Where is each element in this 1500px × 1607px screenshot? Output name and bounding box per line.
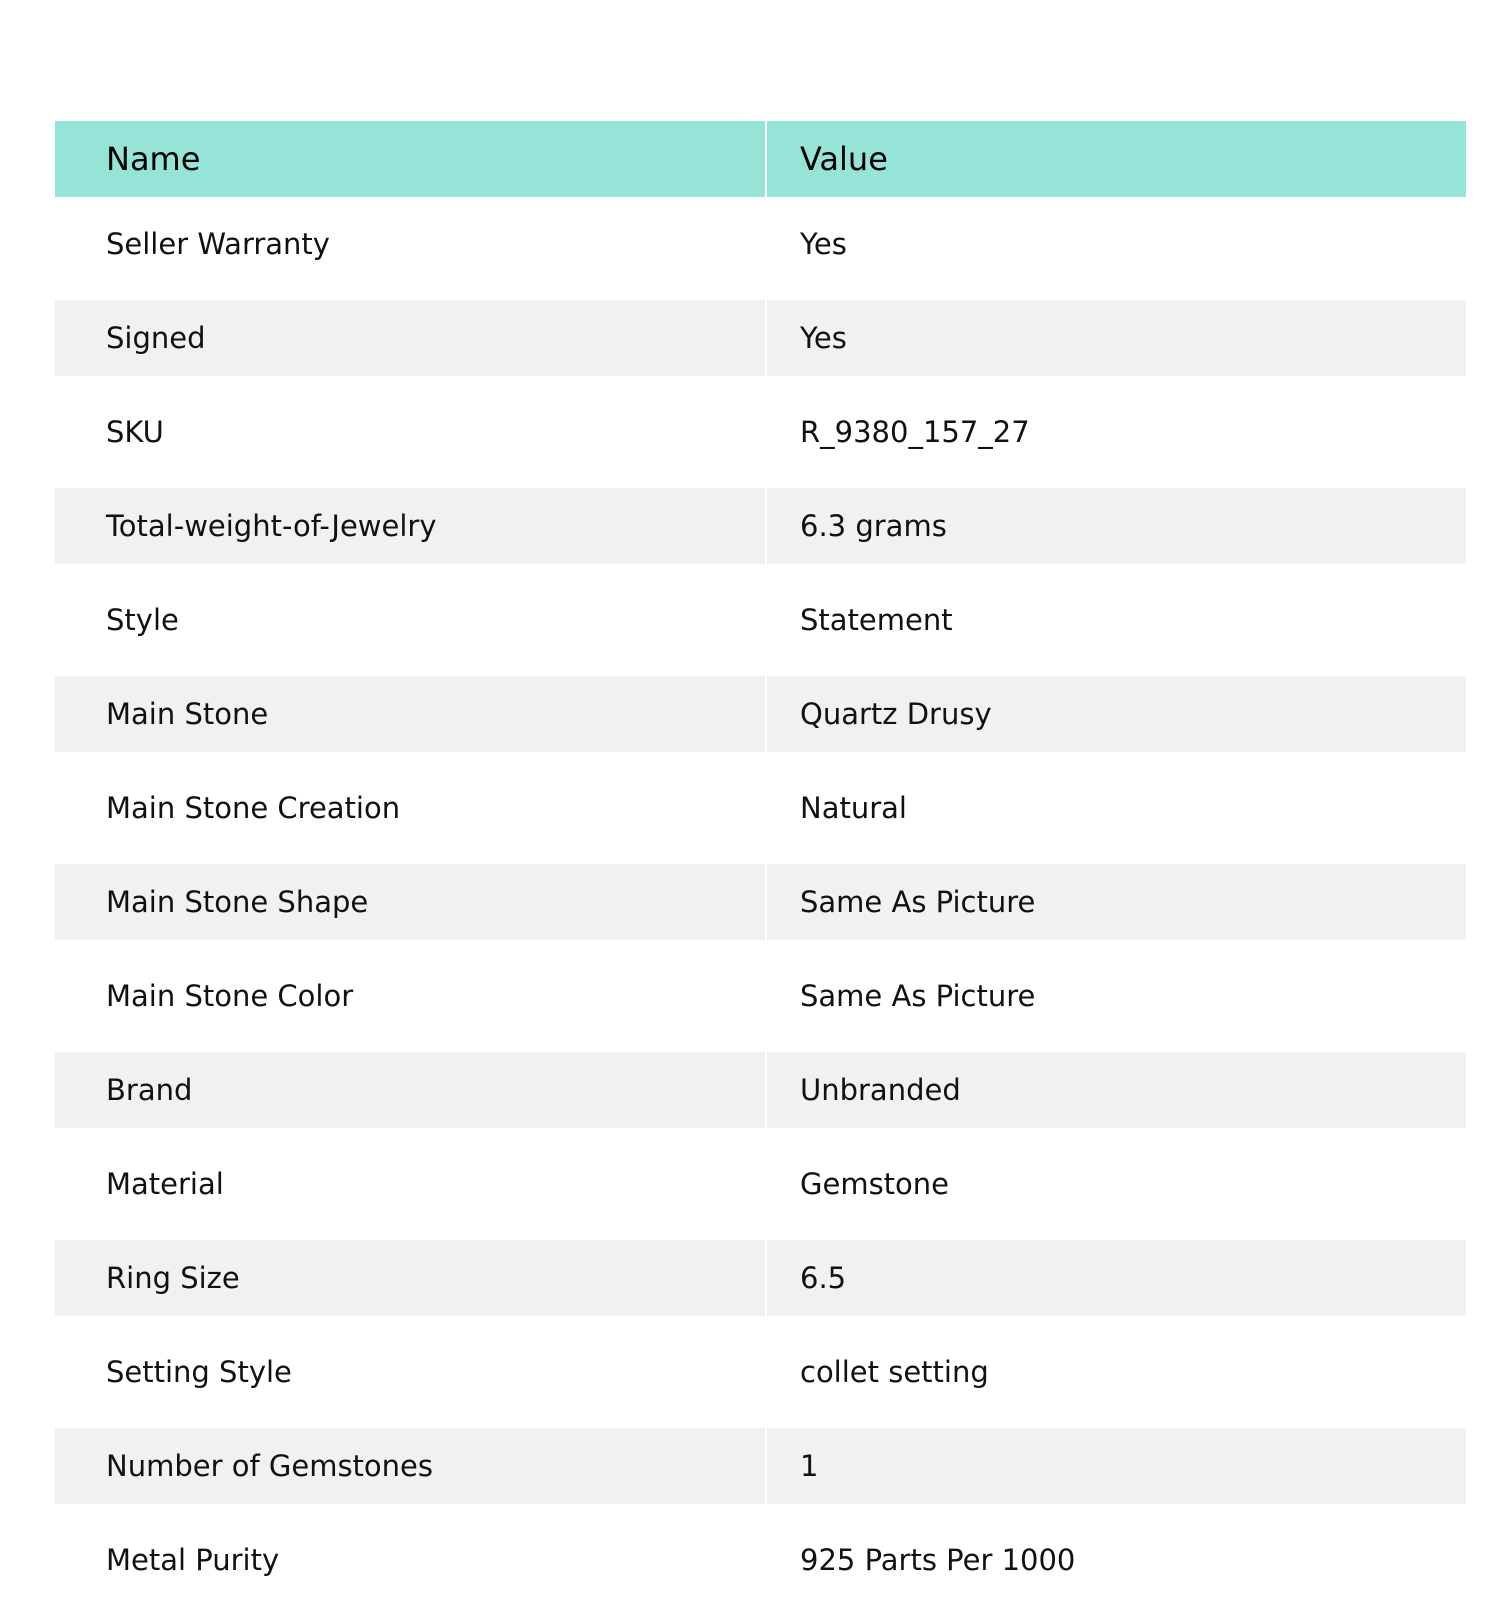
spec-name-cell: Signed xyxy=(55,296,766,381)
header-row xyxy=(55,121,1466,197)
table-row xyxy=(55,860,1466,945)
table-row xyxy=(55,1048,1466,1133)
spec-name-cell: Metal Purity xyxy=(55,1509,766,1607)
table-row xyxy=(55,381,1466,484)
spec-value-cell: 1 xyxy=(766,1424,1466,1509)
name-column-header: Name xyxy=(55,121,766,197)
table-row xyxy=(55,1236,1466,1321)
spec-name-cell: Number of Gemstones xyxy=(55,1424,766,1509)
table-row xyxy=(55,1321,1466,1424)
table-row xyxy=(55,569,1466,672)
table-row xyxy=(55,1133,1466,1236)
spec-name-cell: Style xyxy=(55,569,766,672)
spec-name-cell: Ring Size xyxy=(55,1236,766,1321)
spec-value-cell: 6.5 xyxy=(766,1236,1466,1321)
table-row xyxy=(55,296,1466,381)
table-header xyxy=(55,121,1466,197)
table-row xyxy=(55,484,1466,569)
spec-value-cell: Statement xyxy=(766,569,1466,672)
spec-value-cell: Unbranded xyxy=(766,1048,1466,1133)
spec-name-cell: Main Stone Shape xyxy=(55,860,766,945)
table-row xyxy=(55,1424,1466,1509)
spec-value-cell: collet setting xyxy=(766,1321,1466,1424)
spec-name-cell: Total-weight-of-Jewelry xyxy=(55,484,766,569)
spec-value-cell: Same As Picture xyxy=(766,860,1466,945)
spec-name-cell: Brand xyxy=(55,1048,766,1133)
spec-name-cell: Main Stone xyxy=(55,672,766,757)
spec-value-cell: Natural xyxy=(766,757,1466,860)
table-row xyxy=(55,197,1466,296)
spec-value-cell: 925 Parts Per 1000 xyxy=(766,1509,1466,1607)
spec-value-cell: Quartz Drusy xyxy=(766,672,1466,757)
spec-value-cell: R_9380_157_27 xyxy=(766,381,1466,484)
spec-value-cell: Same As Picture xyxy=(766,945,1466,1048)
spec-value-cell: Yes xyxy=(766,296,1466,381)
value-column-header: Value xyxy=(766,121,1466,197)
table-row xyxy=(55,945,1466,1048)
spec-name-cell: SKU xyxy=(55,381,766,484)
table-row xyxy=(55,1509,1466,1607)
item-specifics-table xyxy=(55,121,1466,1607)
spec-value-cell: Yes xyxy=(766,197,1466,296)
table-row xyxy=(55,757,1466,860)
spec-name-cell: Main Stone Creation xyxy=(55,757,766,860)
spec-name-cell: Main Stone Color xyxy=(55,945,766,1048)
spec-name-cell: Setting Style xyxy=(55,1321,766,1424)
spec-name-cell: Material xyxy=(55,1133,766,1236)
table-body xyxy=(55,197,1466,1607)
spec-name-cell: Seller Warranty xyxy=(55,197,766,296)
spec-value-cell: 6.3 grams xyxy=(766,484,1466,569)
spec-value-cell: Gemstone xyxy=(766,1133,1466,1236)
table-row xyxy=(55,672,1466,757)
